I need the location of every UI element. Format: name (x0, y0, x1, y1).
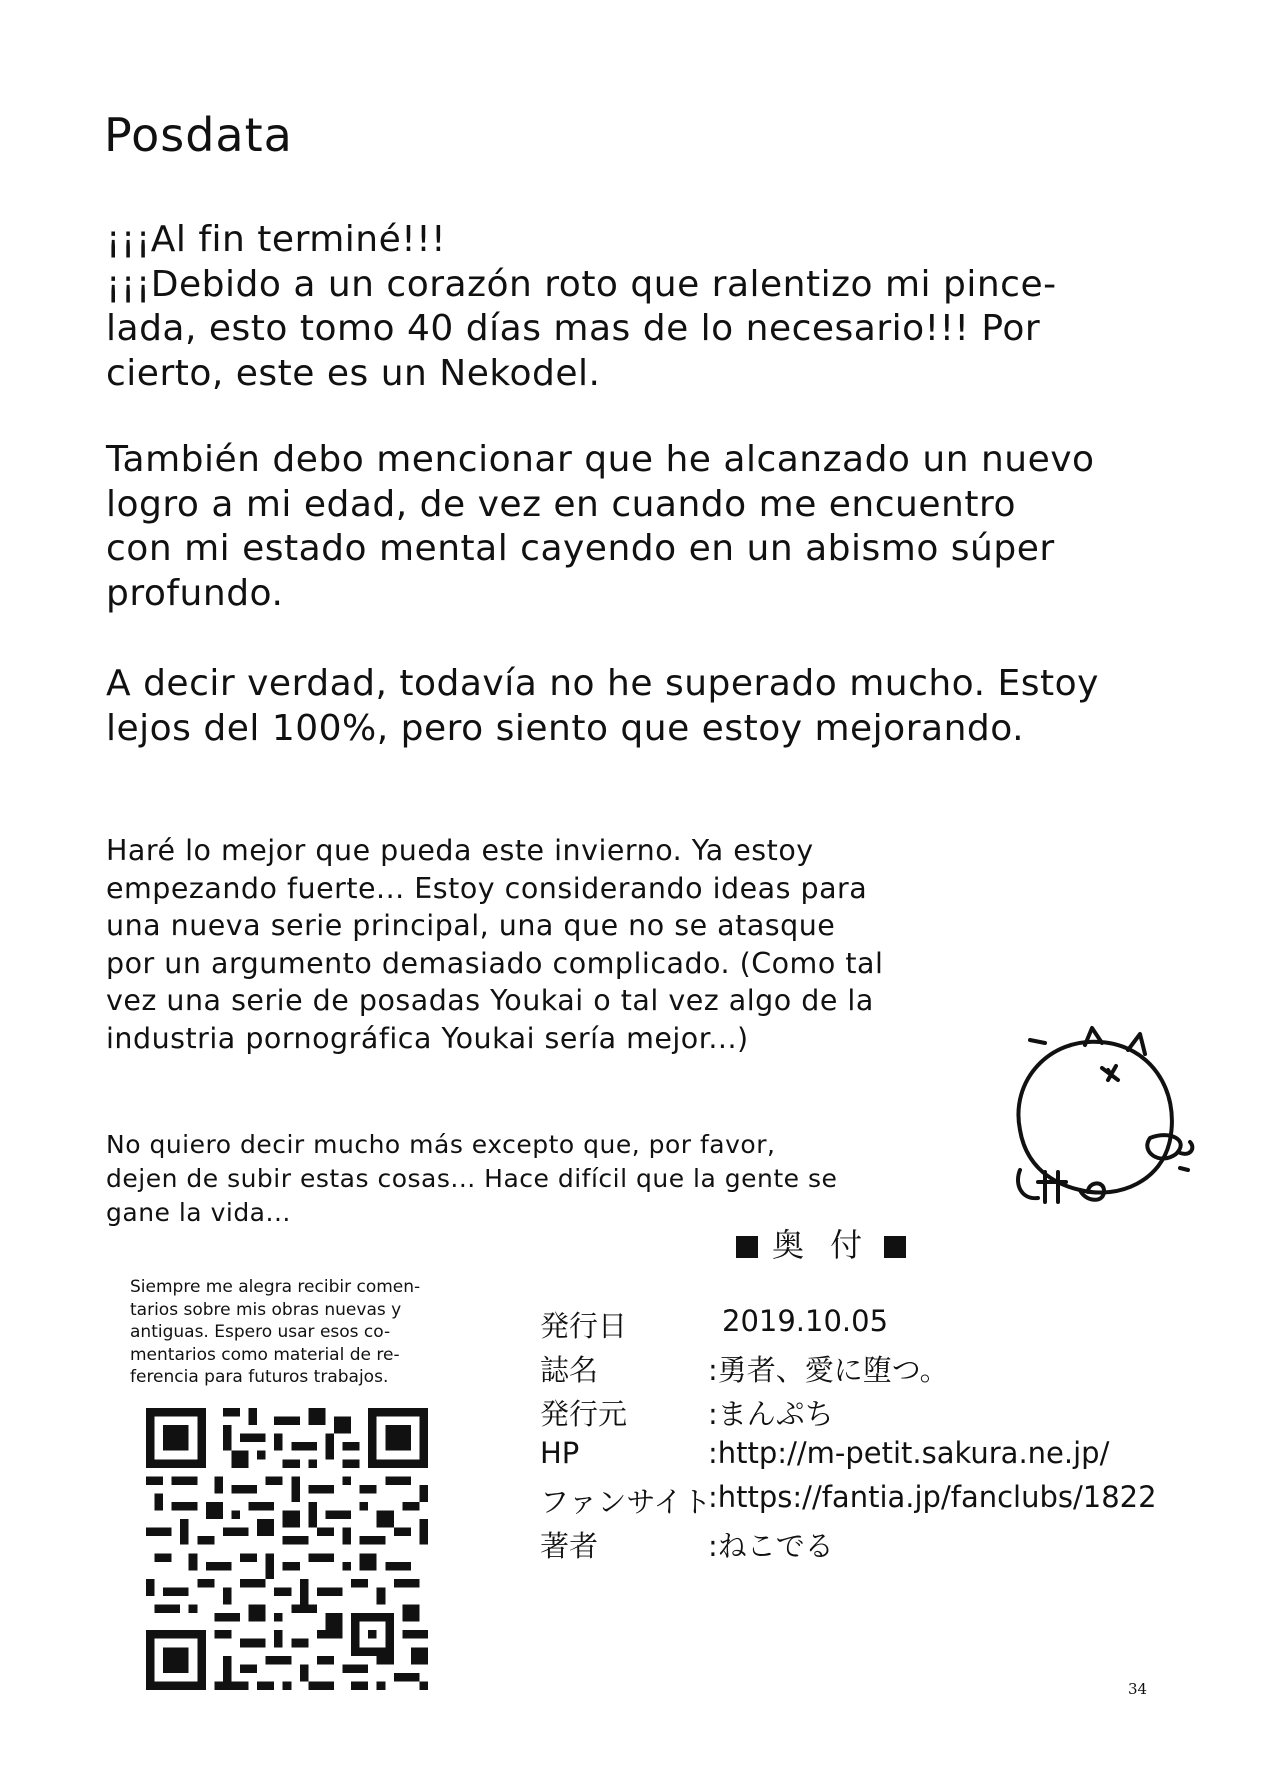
paragraph-3: A decir verdad, todavía no he superado mucho. Estoy lejos del 100%, pero siento que estoy mejorando. (106, 663, 1099, 749)
qr-caption: Siempre me alegra recibir comen- tarios sobre mis obras nuevas y antiguas. Espero usar esos co- mentarios como material de re- ferencia para futuros trabajos. (130, 1277, 421, 1387)
colophon-label: ファンサイト (540, 1485, 712, 1519)
colophon-value: :勇者、愛に堕つ。 (708, 1353, 949, 1387)
paragraph-5: No quiero decir mucho más excepto que, por favor, dejen de subir estas cosas... Hace difícil que la gente se gane la vida... (106, 1130, 838, 1227)
colophon-value: :http://m-petit.sakura.ne.jp/ (708, 1436, 1110, 1470)
colophon-label: 著者 (540, 1529, 599, 1563)
cat-doodle-icon (1000, 1020, 1220, 1210)
colophon-heading-text: 奥 付 (772, 1226, 871, 1264)
page-number: 34 (1128, 1680, 1148, 1698)
square-bullet-icon (884, 1236, 906, 1258)
paragraph-1: ¡¡¡Al fin terminé!!! ¡¡¡Debido a un corazón roto que ralentizo mi pince- lada, esto tomo 40 días mas de lo necesario!!! Por cierto, este es un Nekodel. (106, 219, 1057, 394)
square-bullet-icon (736, 1236, 758, 1258)
colophon-value: :ねこでる (708, 1529, 834, 1563)
colophon-label: 発行日 (540, 1309, 628, 1343)
colophon-heading (722, 1220, 920, 1266)
qr-code-icon (146, 1408, 428, 1690)
colophon-value: :まんぷち (708, 1397, 834, 1431)
colophon-label: HP (540, 1436, 580, 1470)
page-title: Posdata (104, 108, 293, 162)
colophon-value: 2019.10.05 (722, 1304, 889, 1338)
colophon-label: 誌名 (540, 1353, 599, 1387)
colophon-value: :https://fantia.jp/fanclubs/1822 (708, 1480, 1157, 1514)
paragraph-2: También debo mencionar que he alcanzado un nuevo logro a mi edad, de vez en cuando me encuentro con mi estado mental cayendo en un abismo súper profundo. (106, 439, 1095, 614)
colophon-label: 発行元 (540, 1397, 628, 1431)
paragraph-4: Haré lo mejor que pueda este invierno. Ya estoy empezando fuerte... Estoy considerando ideas para una nueva serie principal, una que no se atasque por un argumento demasiado complicado. (Como tal vez una serie de posadas Youkai o tal vez algo de la industria pornográfica Youkai sería mejor...) (106, 834, 884, 1055)
